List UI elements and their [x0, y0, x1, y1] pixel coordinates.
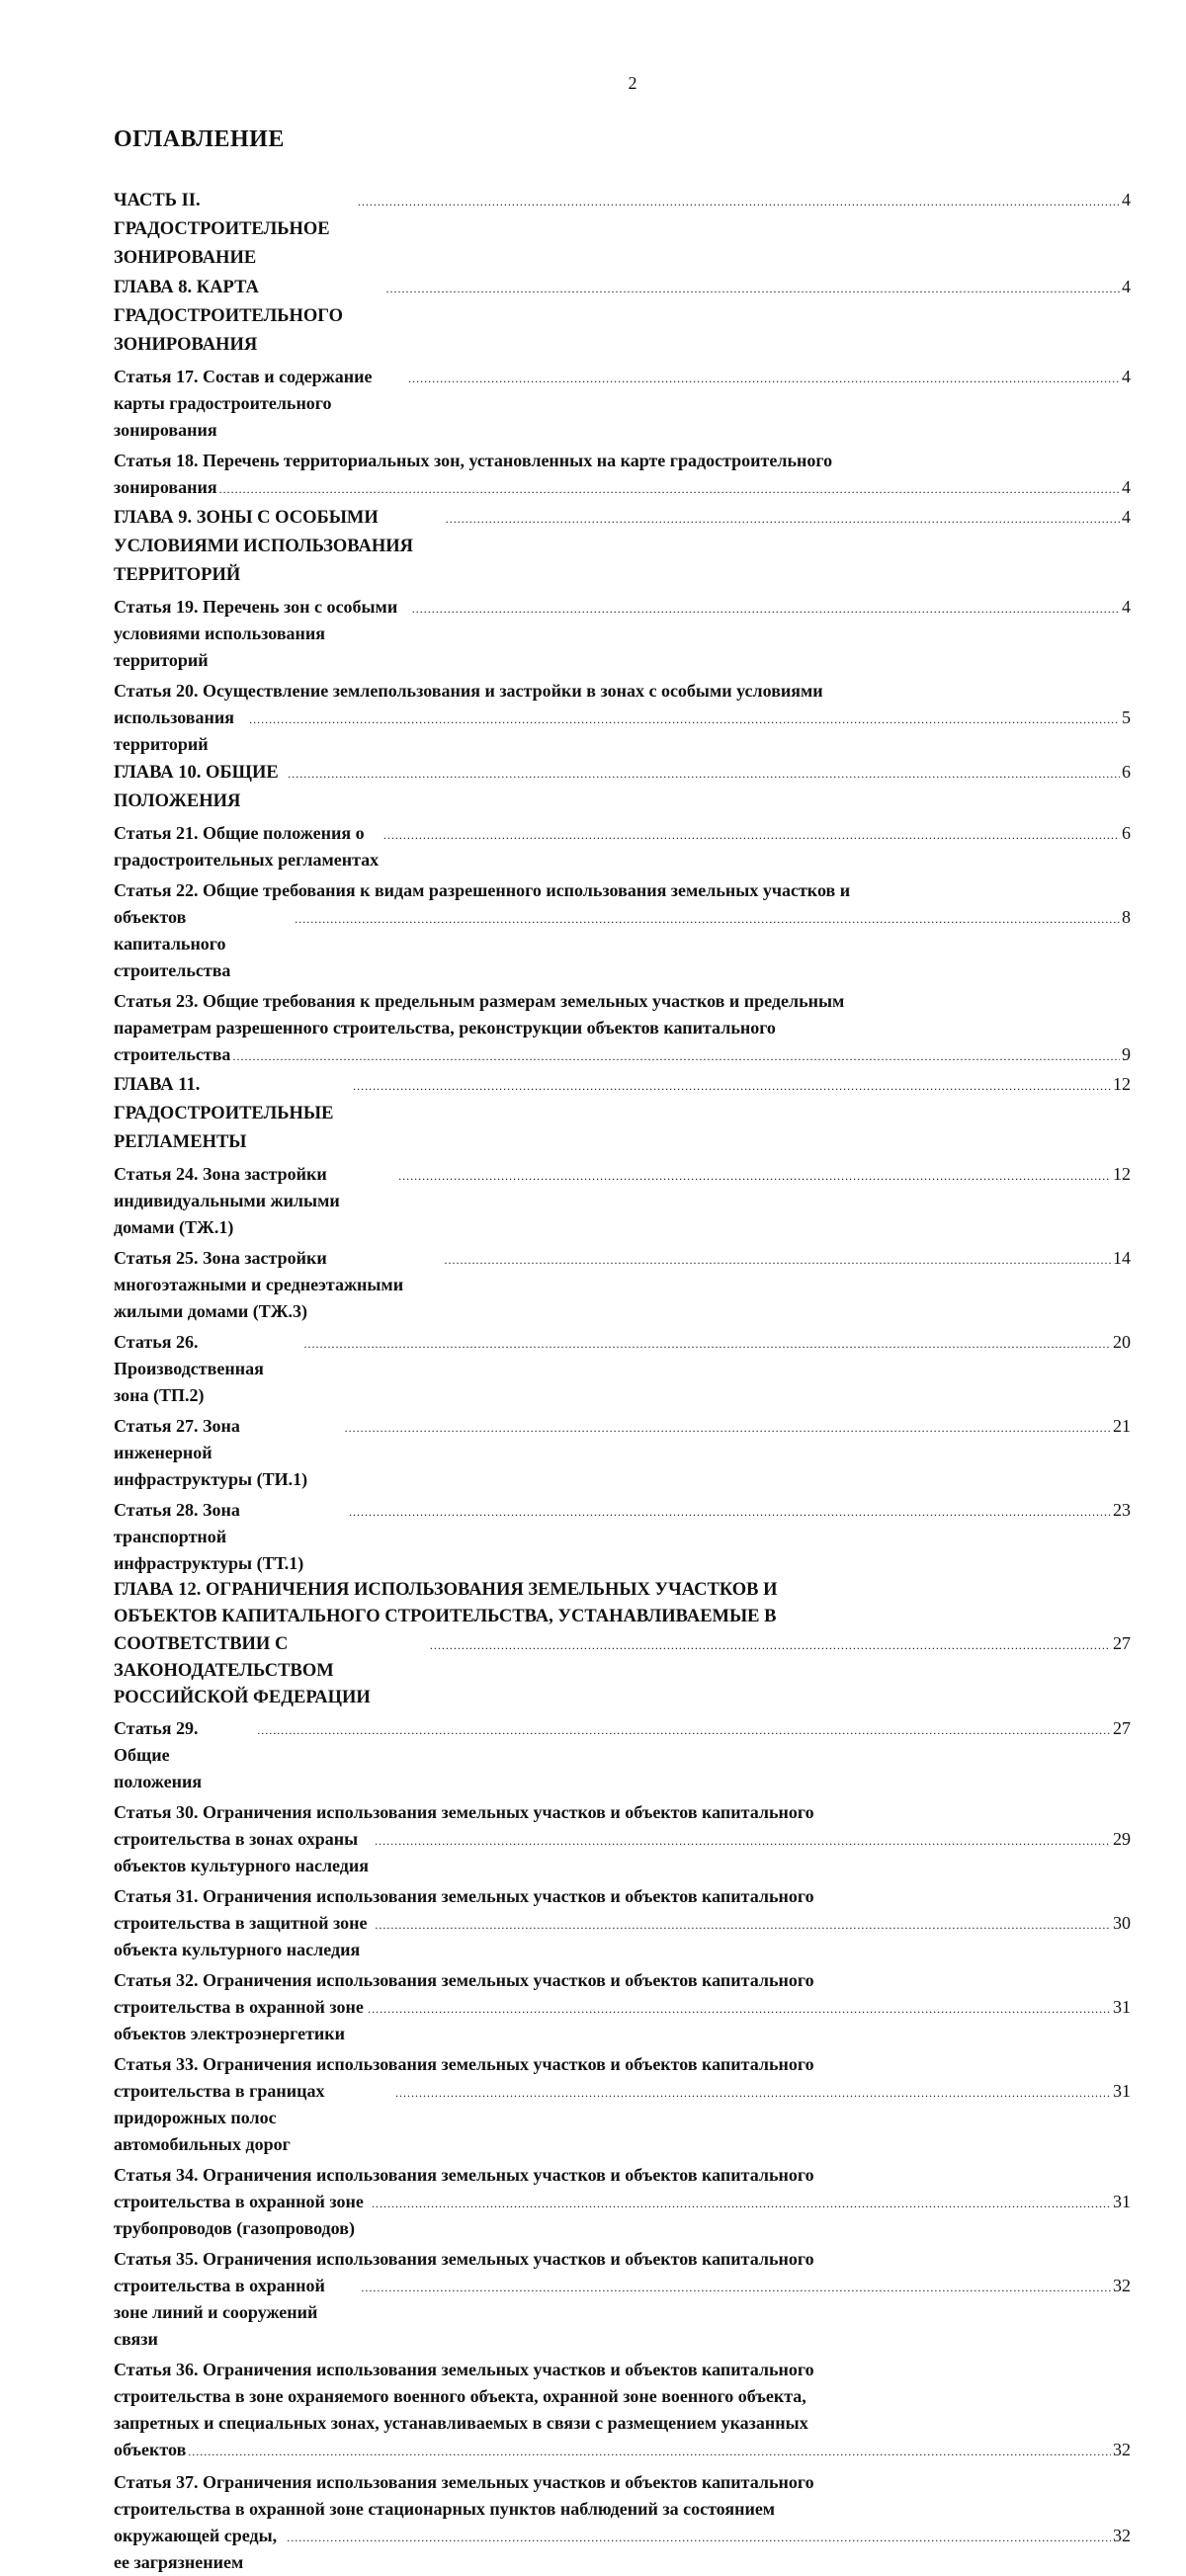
dot-leader: [361, 2275, 1111, 2301]
toc-entry-text-line: Статья 26. Производственная зона (ТП.2): [114, 1332, 264, 1405]
toc-page-number: 8: [1122, 907, 1131, 927]
toc-entry-text-line: Статья 20. Осуществление землепользования и застройки в зонах с особыми условиями: [114, 681, 823, 701]
toc-entry-article[interactable]: [114, 2469, 1131, 2576]
dot-leader: [303, 1331, 1111, 1358]
dot-leader: [257, 1717, 1111, 1744]
toc-page-number: 12: [1113, 1074, 1131, 1094]
dot-leader: [288, 760, 1120, 789]
dot-leader: [295, 906, 1120, 933]
toc-page-number: 32: [1113, 2276, 1131, 2295]
toc-entry-article[interactable]: [114, 1967, 1131, 2047]
dot-leader: [375, 1912, 1111, 1939]
dot-leader: [395, 2080, 1111, 2107]
toc-page-number: 14: [1113, 1248, 1131, 1268]
toc-page-number: 6: [1122, 762, 1131, 782]
dot-leader: [445, 1247, 1111, 1274]
toc-entry-text-line: ОБЪЕКТОВ КАПИТАЛЬНОГО СТРОИТЕЛЬСТВА, УСТАНАВЛИВАЕМЫЕ В: [114, 1607, 777, 1626]
toc-entry-chapter[interactable]: [114, 503, 1131, 590]
toc-entry-article[interactable]: [114, 1161, 1131, 1241]
dot-leader: [188, 2439, 1111, 2465]
toc-page-number: 30: [1113, 1913, 1131, 1933]
toc-page-number: 31: [1113, 2192, 1131, 2211]
dot-leader: [345, 1415, 1111, 1442]
dot-leader: [232, 1043, 1120, 1070]
toc-entry-article[interactable]: [114, 1329, 1131, 1409]
toc-entry-text-line: Статья 18. Перечень территориальных зон, установленных на карте градостроительного: [114, 451, 833, 470]
toc-page-number: 32: [1113, 2440, 1131, 2459]
dot-leader: [385, 275, 1120, 303]
toc-page-number: 5: [1122, 707, 1131, 727]
toc-entry-text-line: Статья 35. Ограничения использования земельных участков и объектов капитального: [114, 2249, 814, 2269]
toc-entry-text-line: ГЛАВА 10. ОБЩИЕ ПОЛОЖЕНИЯ: [114, 763, 279, 811]
toc-entry-text-line: Статья 32. Ограничения использования земельных участков и объектов капитального: [114, 1970, 814, 1990]
toc-entry-text-line: Статья 36. Ограничения использования земельных участков и объектов капитального: [114, 2360, 814, 2379]
toc-entry-article[interactable]: [114, 2162, 1131, 2242]
toc-entry-text-line: СООТВЕТСТВИИ С ЗАКОНОДАТЕЛЬСТВОМ РОССИЙСКОЙ ФЕДЕРАЦИИ: [114, 1634, 371, 1707]
toc-entry-article[interactable]: [114, 877, 1131, 984]
toc-entry-text-line: объектов: [114, 2440, 187, 2459]
toc-entry-text-line: строительства в границах придорожных полос автомобильных дорог: [114, 2081, 325, 2154]
toc-page-number: 4: [1122, 507, 1131, 527]
toc-entry-text-line: ГЛАВА 9. ЗОНЫ С ОСОБЫМИ УСЛОВИЯМИ ИСПОЛЬЗОВАНИЯ ТЕРРИТОРИЙ: [114, 508, 413, 585]
dot-leader: [349, 1499, 1111, 1526]
toc-entry-text-line: строительства в охранной зоне линий и сооружений связи: [114, 2276, 325, 2349]
toc-entry-text-line: Статья 21. Общие положения о градостроительных регламентах: [114, 823, 380, 870]
toc-entry-article[interactable]: [114, 364, 1131, 444]
toc-entry-text-line: строительства в охранной зоне трубопроводов (газопроводов): [114, 2192, 364, 2238]
toc-page-number: 31: [1113, 1997, 1131, 2017]
toc-page-number: 4: [1122, 477, 1131, 497]
toc-page-number: 12: [1113, 1164, 1131, 1184]
toc-page-number: 31: [1113, 2081, 1131, 2101]
toc-entry-article[interactable]: [114, 448, 1131, 503]
dot-leader: [383, 822, 1120, 849]
toc-entry-text-line: строительства в зоне охраняемого военного объекта, охранной зоне военного объекта,: [114, 2386, 806, 2406]
toc-entry-article[interactable]: [114, 2051, 1131, 2158]
dot-leader: [249, 706, 1120, 733]
toc-entry-article[interactable]: [114, 1883, 1131, 1963]
toc-entry-article[interactable]: [114, 1413, 1131, 1493]
toc-page-number: 29: [1113, 1829, 1131, 1849]
toc-page-number: 6: [1122, 823, 1131, 843]
dot-leader: [358, 188, 1120, 216]
toc-entry-text-line: строительства: [114, 1044, 231, 1064]
dot-leader: [430, 1632, 1111, 1659]
toc-entry-text-line: ГЛАВА 12. ОГРАНИЧЕНИЯ ИСПОЛЬЗОВАНИЯ ЗЕМЕЛЬНЫХ УЧАСТКОВ И: [114, 1580, 778, 1600]
toc-entry-text-line: ГЛАВА 11. ГРАДОСТРОИТЕЛЬНЫЕ РЕГЛАМЕНТЫ: [114, 1075, 334, 1152]
toc-entry-article[interactable]: [114, 1799, 1131, 1879]
toc-entry-text-line: окружающей среды, ее загрязнением: [114, 2526, 278, 2572]
toc-page-number: 20: [1113, 1332, 1131, 1352]
toc-entry-chapter[interactable]: [114, 1577, 1131, 1711]
dot-leader: [287, 2525, 1111, 2551]
toc-entry-chapter[interactable]: [114, 186, 1131, 273]
dot-leader: [412, 596, 1120, 623]
toc-page-number: 4: [1122, 277, 1131, 296]
toc-entry-article[interactable]: [114, 2357, 1131, 2465]
toc-page-number: 27: [1113, 1633, 1131, 1653]
toc-entry-text-line: Статья 24. Зона застройки индивидуальными жилыми домами (ТЖ.1): [114, 1164, 340, 1237]
dot-leader: [375, 1828, 1111, 1855]
toc-entry-text-line: Статья 33. Ограничения использования земельных участков и объектов капитального: [114, 2054, 814, 2074]
dot-leader: [353, 1072, 1111, 1101]
toc-entry-text-line: Статья 31. Ограничения использования земельных участков и объектов капитального: [114, 1886, 814, 1906]
toc-entry-article[interactable]: [114, 988, 1131, 1070]
toc-entry-text-line: Статья 23. Общие требования к предельным размерам земельных участков и предельным: [114, 991, 845, 1011]
toc-entry-text-line: Статья 37. Ограничения использования земельных участков и объектов капитального: [114, 2472, 814, 2492]
toc-entry-text-line: Статья 19. Перечень зон с особыми условиями использования территорий: [114, 597, 398, 670]
toc-entry-text-line: использования территорий: [114, 707, 234, 754]
toc-entry-text-line: Статья 29. Общие положения: [114, 1718, 203, 1791]
page-number: 2: [628, 73, 637, 93]
dot-leader: [398, 1163, 1111, 1190]
toc-entry-text-line: строительства в охранной зоне стационарных пунктов наблюдений за состоянием: [114, 2499, 776, 2519]
dot-leader: [372, 2191, 1111, 2217]
toc-entry-text-line: строительства в защитной зоне объекта культурного наследия: [114, 1913, 368, 1959]
toc-entry-article[interactable]: [114, 1497, 1131, 1577]
toc-page-number: 4: [1122, 597, 1131, 617]
toc-entry-text-line: строительства в охранной зоне объектов электроэнергетики: [114, 1997, 364, 2043]
dot-leader: [219, 476, 1120, 503]
table-of-contents: [114, 186, 1131, 2576]
toc-page-number: 27: [1113, 1718, 1131, 1738]
toc-entry-article[interactable]: [114, 1245, 1131, 1325]
dot-leader: [368, 1996, 1111, 2023]
toc-entry-text-line: ЧАСТЬ II. ГРАДОСТРОИТЕЛЬНОЕ ЗОНИРОВАНИЕ: [114, 191, 330, 268]
toc-entry-text-line: параметрам разрешенного строительства, реконструкции объектов капитального: [114, 1018, 776, 1038]
toc-entry-text-line: Статья 30. Ограничения использования земельных участков и объектов капитального: [114, 1802, 814, 1822]
toc-page-number: 9: [1122, 1044, 1131, 1064]
toc-entry-text-line: строительства в зонах охраны объектов культурного наследия: [114, 1829, 370, 1875]
toc-page-number: 21: [1113, 1416, 1131, 1436]
toc-entry-article[interactable]: [114, 820, 1131, 873]
toc-page-number: 32: [1113, 2526, 1131, 2545]
toc-entry-text-line: зонирования: [114, 477, 217, 497]
toc-entry-article[interactable]: [114, 678, 1131, 758]
toc-title: ОГЛАВЛЕНИЕ: [114, 126, 285, 152]
toc-entry-article[interactable]: [114, 594, 1131, 674]
toc-entry-chapter[interactable]: [114, 1070, 1131, 1157]
toc-entry-chapter[interactable]: [114, 273, 1131, 360]
toc-entry-text-line: Статья 17. Состав и содержание карты градостроительного зонирования: [114, 367, 373, 440]
toc-entry-text-line: ГЛАВА 8. КАРТА ГРАДОСТРОИТЕЛЬНОГО ЗОНИРОВАНИЯ: [114, 278, 344, 355]
toc-entry-text-line: Статья 34. Ограничения использования земельных участков и объектов капитального: [114, 2165, 814, 2185]
dot-leader: [408, 366, 1120, 392]
toc-page-number: 4: [1122, 190, 1131, 209]
toc-entry-text-line: Статья 22. Общие требования к видам разрешенного использования земельных участков и: [114, 880, 851, 900]
toc-page-number: 23: [1113, 1500, 1131, 1520]
dot-leader: [446, 505, 1120, 534]
toc-entry-article[interactable]: [114, 2246, 1131, 2353]
toc-entry-text-line: Статья 28. Зона транспортной инфраструктуры (ТТ.1): [114, 1500, 304, 1573]
toc-page-number: 4: [1122, 367, 1131, 386]
toc-entry-article[interactable]: [114, 1715, 1131, 1795]
toc-entry-text-line: Статья 25. Зона застройки многоэтажными и среднеэтажными жилыми домами (ТЖ.3): [114, 1248, 404, 1321]
toc-entry-text-line: объектов капитального строительства: [114, 907, 231, 980]
toc-entry-text-line: Статья 27. Зона инженерной инфраструктуры (ТИ.1): [114, 1416, 308, 1489]
toc-entry-chapter[interactable]: [114, 758, 1131, 816]
toc-entry-text-line: запретных и специальных зонах, устанавливаемых в связи с размещением указанных: [114, 2413, 808, 2433]
